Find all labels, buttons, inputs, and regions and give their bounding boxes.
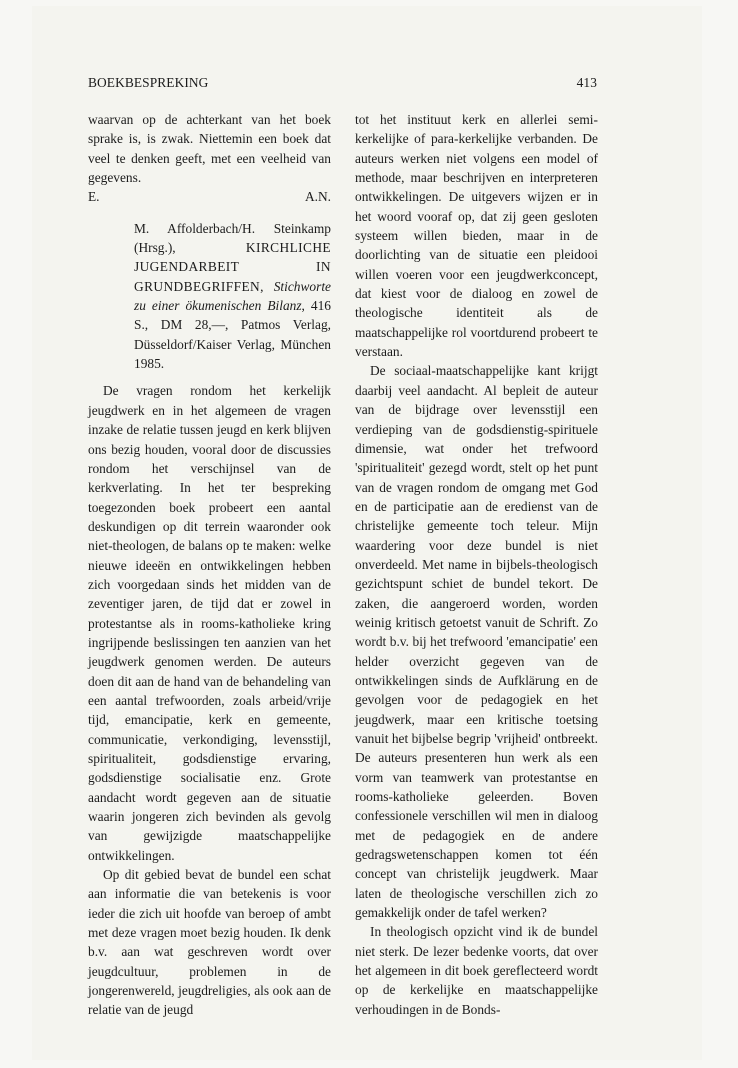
review-paragraph-continued: tot het instituut kerk en allerlei semi-kerkelijke of para-kerkelijke verbanden. De auteurs werken niet volgens een model of methode, maar beschrijven en interpreteren ontwikkelingen. De uitgevers wijzen er in het woord vooraf op, dat zij geen gesloten systeem willen bieden, maar in de doorlichting van de situatie een pleidooi willen voeren voor een jeugdwerkconcept, dat kiest voor de dialoog en zowel de theologische identiteit als de maatschappelijke rol voortdurend probeert te verstaan. bbox=[355, 112, 598, 360]
section-title: BOEKBESPREKING bbox=[88, 75, 209, 90]
signature-place: E. bbox=[88, 189, 100, 205]
bibliographic-entry: M. Affolderbach/H. Steinkamp (Hrsg.), KIRCHLICHE JUGENDARBEIT IN GRUNDBEGRIFFEN, Stichworte zu einer ökumenischen Bilanz, 416 S., DM 28,—, Patmos Verlag, Düsseldorf/Kaiser Verlag, München 1985. bbox=[134, 220, 331, 372]
bib-title: KIRCHLICHE JUGENDARBEIT IN GRUNDBEGRIFFEN bbox=[134, 240, 331, 294]
bib-authors: M. Affolderbach/H. Steinkamp (Hrsg.), bbox=[134, 220, 331, 256]
review-paragraph-2: Op dit gebied bevat de bundel een schat aan informatie die van betekenis is voor ieder die zich uit hoofde van beroep of ambt met deze vragen moet bezig houden. Ik denk b.v. aan wat geschreven wordt over jeugdcultuur, problemen in de jongerenwereld, jeugdreligies, als ook aan de relatie van de jeugd bbox=[88, 867, 331, 1018]
running-header bbox=[88, 75, 597, 91]
review-paragraph-3: De sociaal-maatschappelijke kant krijgt daarbij veel aandacht. Al bepleit de auteur van de bijdrage over levensstijl een verdieping van de godsdienstig-spirituele dimensie, wat onder het trefwoord 'spiritualiteit' gezegd wordt, stelt op het punt van de vragen rondom de omgang met God en de participatie aan de eredienst van de christelijke gemeente toch teleur. Mijn waardering voor deze bundel is niet onverdeeld. Met name in bijbels-theologisch gezichtspunt schiet de bundel tekort. De zaken, die aangeroerd worden, worden weinig kritisch getoetst vanuit de Schrift. Zo wordt b.v. bij het trefwoord 'emancipatie' een helder overzicht gegeven van de ontwikkelingen sinds de Aufklärung en de gevolgen voor de pedagogiek en het jeugdwerk, maar een kritische toetsing vanuit het bijbelse begrip 'vrijheid' ontbreekt. De auteurs presenteren hun werk als een vorm van teamwerk van protestantse en rooms-katholieke geleerden. Boven confessionele verschillen wil men in dialoog met de pedagogiek en de andere gedragswetenschappen komen tot één concept van christelijk jeugdwerk. Maar laten de theologische verschillen zich zo gemakkelijk onder de tafel werken? bbox=[355, 363, 598, 921]
previous-review-ending: waarvan op de achterkant van het boek sprake is, is zwak. Niettemin een boek dat veel te denken geeft, met een veelheid van gegevens. bbox=[88, 112, 331, 186]
signature-initials: A.N. bbox=[304, 189, 331, 205]
review-paragraph-1: De vragen rondom het kerkelijk jeugdwerk en in het algemeen de vragen inzake de relatie tussen jeugd en kerk blijven ons bezig houden, vooral door de discussies rondom het verschijnsel van de kerkverlating. In het ter bespreking toegezonden boek probeert een aantal deskundigen op dit terrein waaronder ook niet-theologen, de balans op te maken: welke nieuwe ideeën en ontwikkelingen hebben zich voorgedaan sinds het midden van de zeventiger jaren, de tijd dat er zowel in protestantse als in rooms-katholieke kring ingrijpende beslissingen ten aanzien van het jeugdwerk genomen werden. De auteurs doen dit aan de hand van de behandeling van een aantal trefwoorden, zoals arbeid/vrije tijd, emancipatie, kerk en gemeente, communicatie, verkondiging, levensstijl, spiritualiteit, godsdienstige ervaring, godsdienstige socialisatie enz. Grote aandacht wordt gegeven aan de situatie waarin jongeren zich bevinden als gevolg van gewijzigde maatschappelijke ontwikkelingen. bbox=[88, 383, 331, 863]
reviewer-signature bbox=[88, 187, 331, 206]
bib-details: , 416 S., DM 28,—, Patmos Verlag, Düsseldorf/Kaiser Verlag, München 1985. bbox=[134, 298, 331, 372]
review-paragraph-4: In theologisch opzicht vind ik de bundel niet sterk. De lezer bedenke voorts, dat over het algemeen in dit boek gereflecteerd wordt op de kerkelijke en maatschappelijke verhoudingen in de Bonds- bbox=[355, 924, 598, 1017]
right-column bbox=[355, 110, 598, 1019]
bib-subtitle: Stichworte zu einer ökumenischen Bilanz bbox=[134, 278, 331, 314]
page-number: 413 bbox=[576, 75, 597, 90]
left-column bbox=[88, 110, 331, 1020]
